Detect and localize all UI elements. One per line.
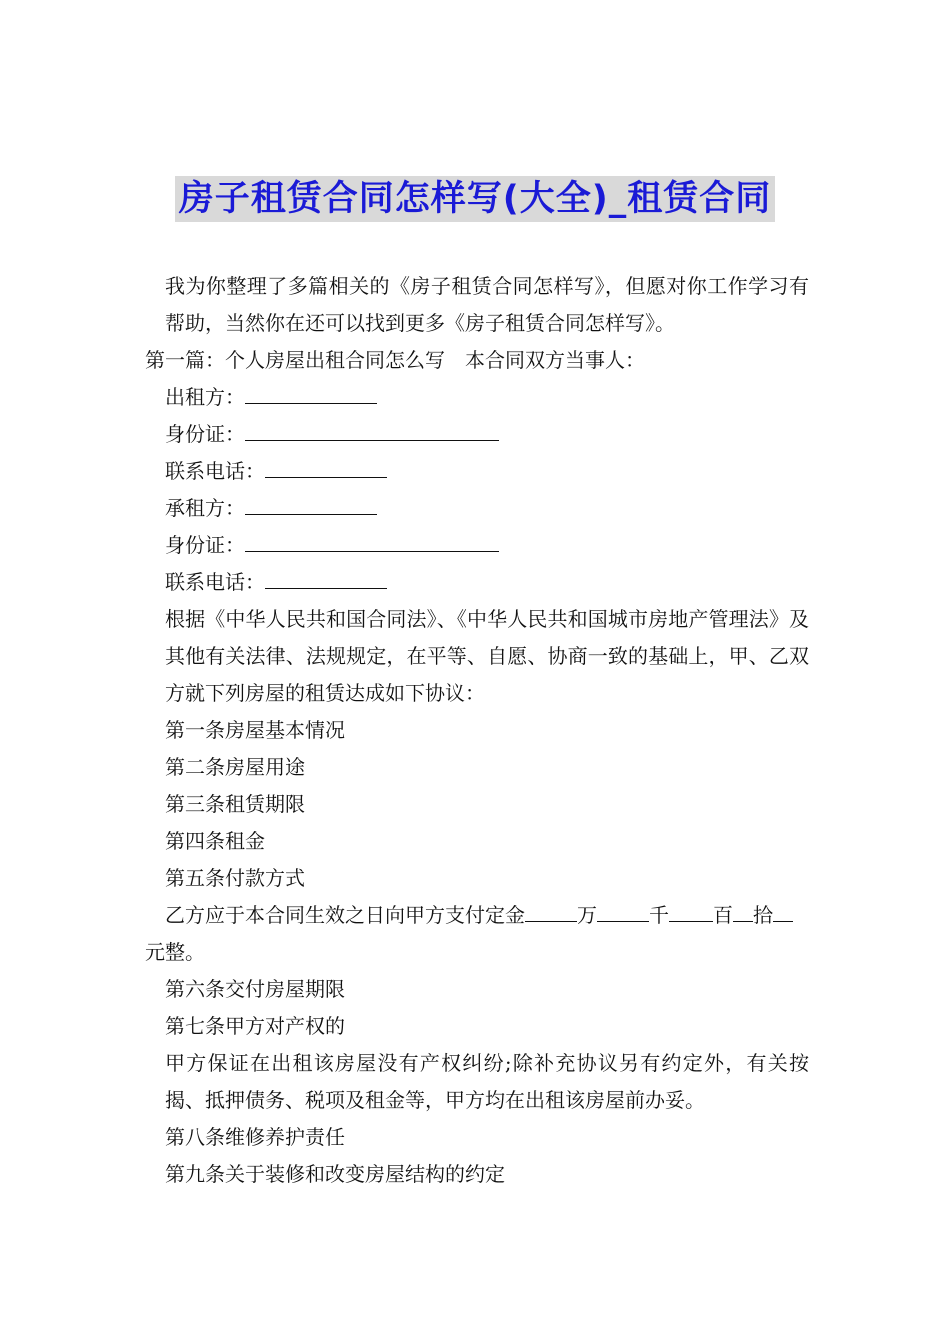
lessor-id-field bbox=[145, 416, 809, 453]
article-6: 第六条交付房屋期限 bbox=[165, 977, 345, 1001]
deposit-suffix: 元整。 bbox=[145, 940, 205, 964]
article-4: 第四条租金 bbox=[165, 829, 265, 853]
article-7: 第七条甲方对产权的 bbox=[165, 1014, 345, 1038]
lessor-field bbox=[145, 379, 809, 416]
deposit-bai: 百 bbox=[713, 903, 733, 927]
deposit-blank-shi bbox=[733, 899, 753, 922]
lessee-id-field bbox=[145, 527, 809, 564]
article-2: 第二条房屋用途 bbox=[165, 755, 305, 779]
intro-paragraph: 我为你整理了多篇相关的《房子租赁合同怎样写》，但愿对你工作学习有帮助，当然你在还可以找到更多《房子租赁合同怎样写》。 bbox=[165, 274, 809, 335]
lessor-phone-blank bbox=[265, 455, 387, 478]
lessee-blank bbox=[245, 492, 377, 515]
deposit-line bbox=[145, 897, 809, 934]
lessee-phone-label: 联系电话： bbox=[165, 570, 265, 594]
lessor-phone-field bbox=[145, 453, 809, 490]
lessee-id-blank bbox=[245, 529, 499, 552]
title-wrap bbox=[0, 176, 950, 222]
lessor-id-blank bbox=[245, 418, 499, 441]
page-title: 房子租赁合同怎样写(大全)_租赁合同 bbox=[175, 176, 776, 222]
deposit-qian: 千 bbox=[649, 903, 669, 927]
lessee-label: 承租方： bbox=[165, 496, 245, 520]
deposit-prefix: 乙方应于本合同生效之日向甲方支付定金 bbox=[165, 903, 525, 927]
basis-paragraph: 根据《中华人民共和国合同法》、《中华人民共和国城市房地产管理法》及其他有关法律、法规规定，在平等、自愿、协商一致的基础上，甲、乙双方就下列房屋的租赁达成如下协议： bbox=[165, 607, 809, 705]
section-heading: 第一篇：个人房屋出租合同怎么写 本合同双方当事人： bbox=[145, 348, 645, 372]
guarantee-paragraph: 甲方保证在出租该房屋没有产权纠纷;除补充协议另有约定外，有关按揭、抵押债务、税项及租金等，甲方均在出租该房屋前办妥。 bbox=[165, 1051, 809, 1112]
lessee-phone-field bbox=[145, 564, 809, 601]
lessor-id-label: 身份证： bbox=[165, 422, 245, 446]
lessee-phone-blank bbox=[265, 566, 387, 589]
deposit-blank-yuan bbox=[773, 899, 793, 922]
deposit-blank-bai bbox=[669, 899, 713, 922]
deposit-shi: 拾 bbox=[753, 903, 773, 927]
lessee-id-label: 身份证： bbox=[165, 533, 245, 557]
article-1: 第一条房屋基本情况 bbox=[165, 718, 345, 742]
lessor-blank bbox=[245, 381, 377, 404]
lessee-field bbox=[145, 490, 809, 527]
article-5: 第五条付款方式 bbox=[165, 866, 305, 890]
document-body bbox=[145, 268, 809, 1193]
deposit-wan: 万 bbox=[577, 903, 597, 927]
deposit-blank-wan bbox=[525, 899, 577, 922]
article-8: 第八条维修养护责任 bbox=[165, 1125, 345, 1149]
lessor-phone-label: 联系电话： bbox=[165, 459, 265, 483]
deposit-blank-qian bbox=[597, 899, 649, 922]
article-9: 第九条关于装修和改变房屋结构的约定 bbox=[165, 1162, 505, 1186]
lessor-label: 出租方： bbox=[165, 385, 245, 409]
article-3: 第三条租赁期限 bbox=[165, 792, 305, 816]
